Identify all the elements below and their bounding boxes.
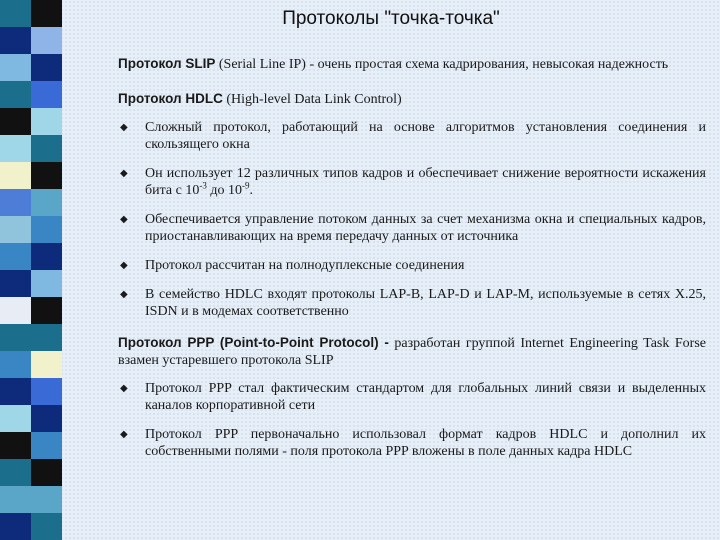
sidebar-block	[0, 243, 31, 270]
ppp-paragraph	[118, 334, 706, 369]
list-item	[118, 286, 706, 320]
sidebar-block	[31, 27, 62, 54]
hdlc-bullet-list	[118, 119, 706, 320]
sidebar-block	[31, 486, 62, 513]
bullet-text: Протокол PPP стал фактическим стандартом для глобальных линий связи и выделенных каналов корпоративной сети	[145, 381, 706, 413]
ppp-bullet-list	[118, 380, 706, 460]
bullet-icon: ◆	[120, 168, 128, 179]
exponent: -3	[199, 180, 207, 191]
sidebar-block	[31, 216, 62, 243]
list-item	[118, 119, 706, 153]
sidebar-block	[0, 135, 31, 162]
sidebar-block	[0, 513, 31, 540]
bullet-text: В семейство HDLC входят протоколы LAP-B, LAP-D и LAP-M, используемые в сетях X.25, ISDN и в модемах соответственно	[145, 287, 706, 319]
list-item	[118, 426, 706, 460]
slide-title: Протоколы "точка-точка"	[282, 8, 500, 29]
bullet-text: Сложный протокол, работающий на основе алгоритмов установления соединения и скользящего окна	[145, 120, 706, 152]
sidebar-block	[0, 486, 31, 513]
sidebar-block	[0, 54, 31, 81]
bullet-icon: ◆	[120, 260, 128, 271]
exponent: -9	[241, 180, 250, 191]
bullet-text: Протокол рассчитан на полнодуплексные соединения	[145, 258, 465, 273]
sidebar-block	[31, 405, 62, 432]
sidebar-block	[31, 459, 62, 486]
slide-content	[118, 55, 706, 460]
bullet-text: .	[249, 183, 253, 198]
sidebar-block	[31, 135, 62, 162]
hdlc-paragraph	[118, 90, 706, 108]
list-item	[118, 380, 706, 414]
bullet-text: Он использует 12 различных типов кадров и обеспечивает снижение вероятности искажения бита с 10	[145, 166, 706, 198]
bullet-icon: ◆	[120, 122, 128, 133]
list-item	[118, 211, 706, 245]
decorative-sidebar	[0, 0, 62, 540]
sidebar-block	[0, 0, 31, 27]
bullet-icon: ◆	[120, 214, 128, 225]
hdlc-text: (High-level Data Link Control)	[222, 92, 402, 107]
slip-heading: Протокол SLIP	[118, 56, 216, 71]
sidebar-block	[0, 351, 31, 378]
sidebar-block	[31, 351, 62, 378]
sidebar-block	[0, 297, 31, 324]
sidebar-block	[31, 324, 62, 351]
bullet-icon: ◆	[120, 289, 128, 300]
sidebar-column-left	[0, 0, 31, 540]
sidebar-block	[31, 243, 62, 270]
sidebar-block	[31, 0, 62, 27]
sidebar-block	[31, 54, 62, 81]
sidebar-column-right	[31, 0, 62, 540]
sidebar-block	[0, 27, 31, 54]
sidebar-block	[0, 459, 31, 486]
bullet-icon: ◆	[120, 429, 128, 440]
sidebar-block	[0, 432, 31, 459]
list-item	[118, 165, 706, 199]
sidebar-block	[0, 81, 31, 108]
bullet-text: Обеспечивается управление потоком данных за счет механизма окна и специальных кадров, приостанавливающих на время передачу данных от источника	[145, 212, 706, 244]
sidebar-block	[0, 378, 31, 405]
sidebar-block	[31, 162, 62, 189]
sidebar-block	[31, 81, 62, 108]
sidebar-block	[0, 405, 31, 432]
bullet-text: до 10	[206, 183, 242, 198]
sidebar-block	[0, 324, 31, 351]
ppp-heading: Протокол PPP (Point-to-Point Protocol) -	[118, 335, 389, 350]
sidebar-block	[0, 216, 31, 243]
slip-text: (Serial Line IP) - очень простая схема кадрирования, невысокая надежность	[215, 57, 669, 72]
list-item	[118, 257, 706, 274]
sidebar-block	[31, 432, 62, 459]
sidebar-block	[31, 378, 62, 405]
sidebar-block	[31, 297, 62, 324]
bullet-text: Протокол PPP первоначально использовал формат кадров HDLC и дополнил их собственными полями - поля протокола PPP вложены в поле данных кадра HDLC	[145, 427, 706, 459]
sidebar-block	[0, 162, 31, 189]
sidebar-block	[0, 189, 31, 216]
sidebar-block	[31, 189, 62, 216]
bullet-icon: ◆	[120, 383, 128, 394]
hdlc-heading: Протокол HDLC	[118, 91, 223, 106]
sidebar-block	[31, 108, 62, 135]
sidebar-block	[0, 270, 31, 297]
ppp-text: разработан группой Internet Engineering Task Forse взамен устаревшего протокола SLIP	[118, 336, 706, 368]
slip-paragraph	[118, 55, 706, 73]
sidebar-block	[31, 270, 62, 297]
sidebar-block	[31, 513, 62, 540]
sidebar-block	[0, 108, 31, 135]
